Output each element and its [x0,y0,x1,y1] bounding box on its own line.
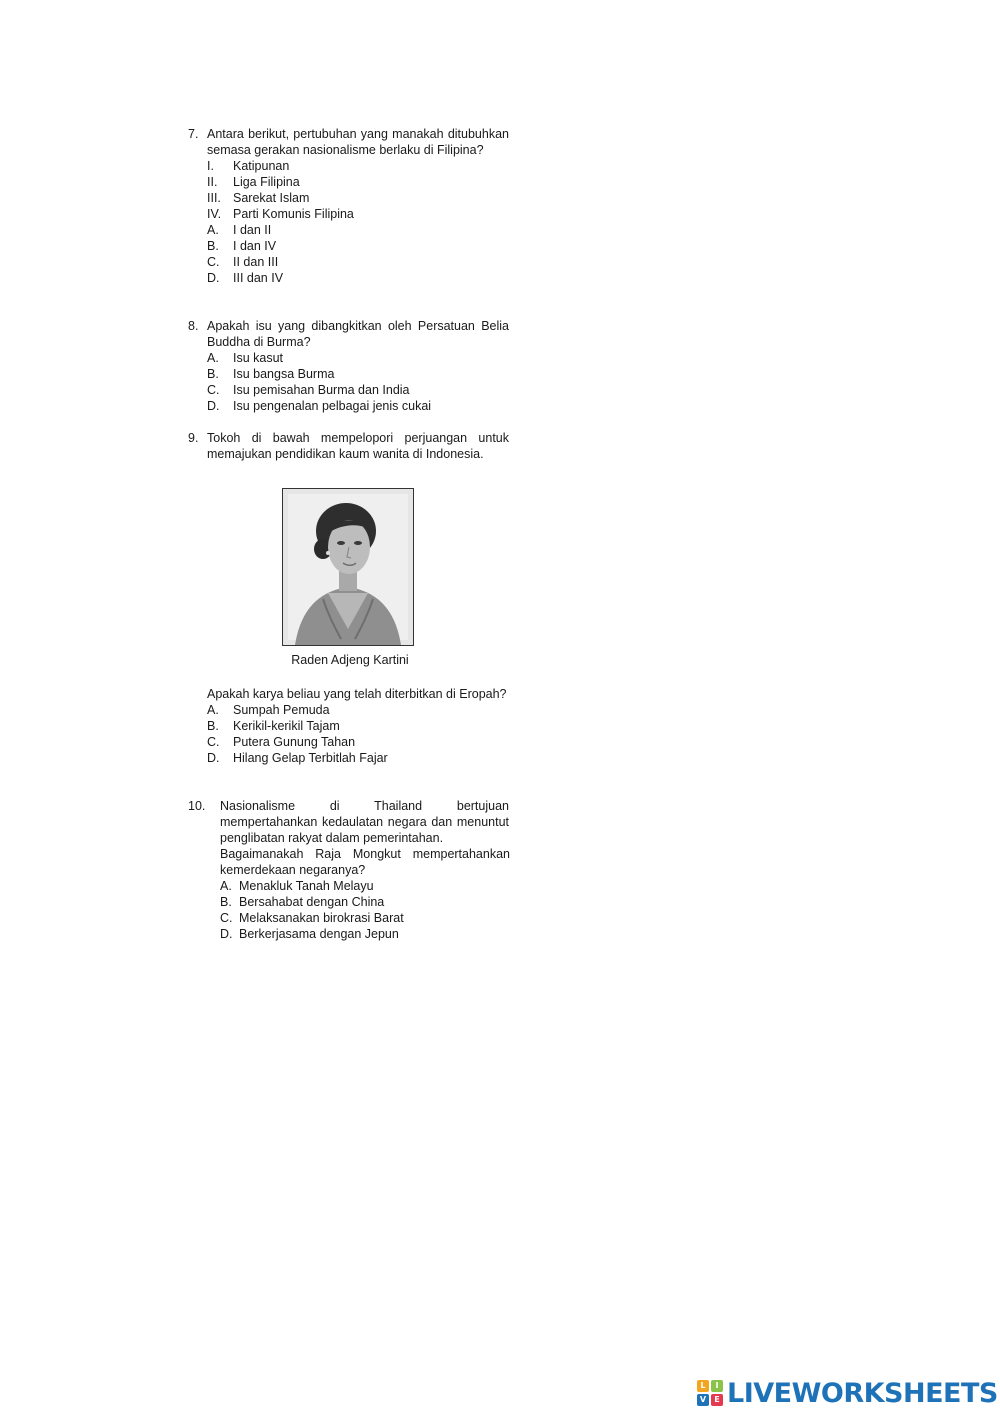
answer-option[interactable]: A. Isu kasut [207,351,284,365]
answer-option[interactable]: D. Isu pengenalan pelbagai jenis cukai [207,399,432,413]
question-stem: Apakah karya beliau yang telah diterbitkan di Eropah? [207,687,507,701]
option-list [207,222,509,286]
answer-option[interactable]: D. Hilang Gelap Terbitlah Fajar [207,751,388,765]
question-10 [188,798,509,942]
answer-option[interactable]: C. Melaksanakan birokrasi Barat [220,911,404,925]
option-list [207,350,509,414]
answer-option[interactable]: D. Berkerjasama dengan Jepun [220,927,399,941]
question-number: 9. [188,431,199,445]
statement-item: I. Katipunan [207,159,290,173]
statement-item: III. Sarekat Islam [207,191,310,205]
question-stem: Apakah isu yang dibangkitkan oleh Persatuan Belia Buddha di Burma? [207,319,509,349]
liveworksheets-icon: L I V E [697,1380,723,1406]
portrait-image [283,489,413,645]
answer-option[interactable]: C. Isu pemisahan Burma dan India [207,383,410,397]
photo-caption: Raden Adjeng Kartini [291,653,409,667]
question-stem: Nasionalisme di Thailand bertujuan mempertahankan kedaulatan negara dan menuntut penglibatan rakyat dalam pemerintahan. [220,799,509,845]
question-stem: Antara berikut, pertubuhan yang manakah ditubuhkan semasa gerakan nasionalisme berlaku di Filipina? [207,127,509,157]
question-number: 7. [188,127,199,141]
question-7 [188,126,509,286]
answer-option[interactable]: A. Sumpah Pemuda [207,703,330,717]
statement-item: II. Liga Filipina [207,175,300,189]
question-number: 8. [188,319,199,333]
liveworksheets-logo [697,1378,998,1408]
option-list [207,702,509,766]
portrait-photo [282,488,414,646]
answer-option[interactable]: B. Kerikil-kerikil Tajam [207,719,340,733]
answer-option[interactable]: B. Isu bangsa Burma [207,367,335,381]
option-list [220,878,509,942]
answer-option[interactable]: C. Putera Gunung Tahan [207,735,356,749]
statement-item: IV. Parti Komunis Filipina [207,207,354,221]
answer-option[interactable]: A. I dan II [207,223,272,237]
question-number: 10. [188,799,206,813]
question-8 [188,318,509,414]
question-stem: Tokoh di bawah mempelopori perjuangan untuk memajukan pendidikan kaum wanita di Indonesia. [207,431,509,461]
answer-option[interactable]: C. II dan III [207,255,279,269]
answer-option[interactable]: A. Menakluk Tanah Melayu [220,879,374,893]
question-9 [188,430,509,462]
answer-option[interactable]: B. I dan IV [207,239,277,253]
answer-option[interactable]: B. Bersahabat dengan China [220,895,385,909]
question-stem-2: Bagaimanakah Raja Mongkut mempertahankan kemerdekaan negaranya? [220,847,510,877]
question-9-part-2 [207,686,509,766]
liveworksheets-wordmark: LIVEWORKSHEETS [727,1377,998,1409]
statement-list [207,158,509,222]
answer-option[interactable]: D. III dan IV [207,271,284,285]
